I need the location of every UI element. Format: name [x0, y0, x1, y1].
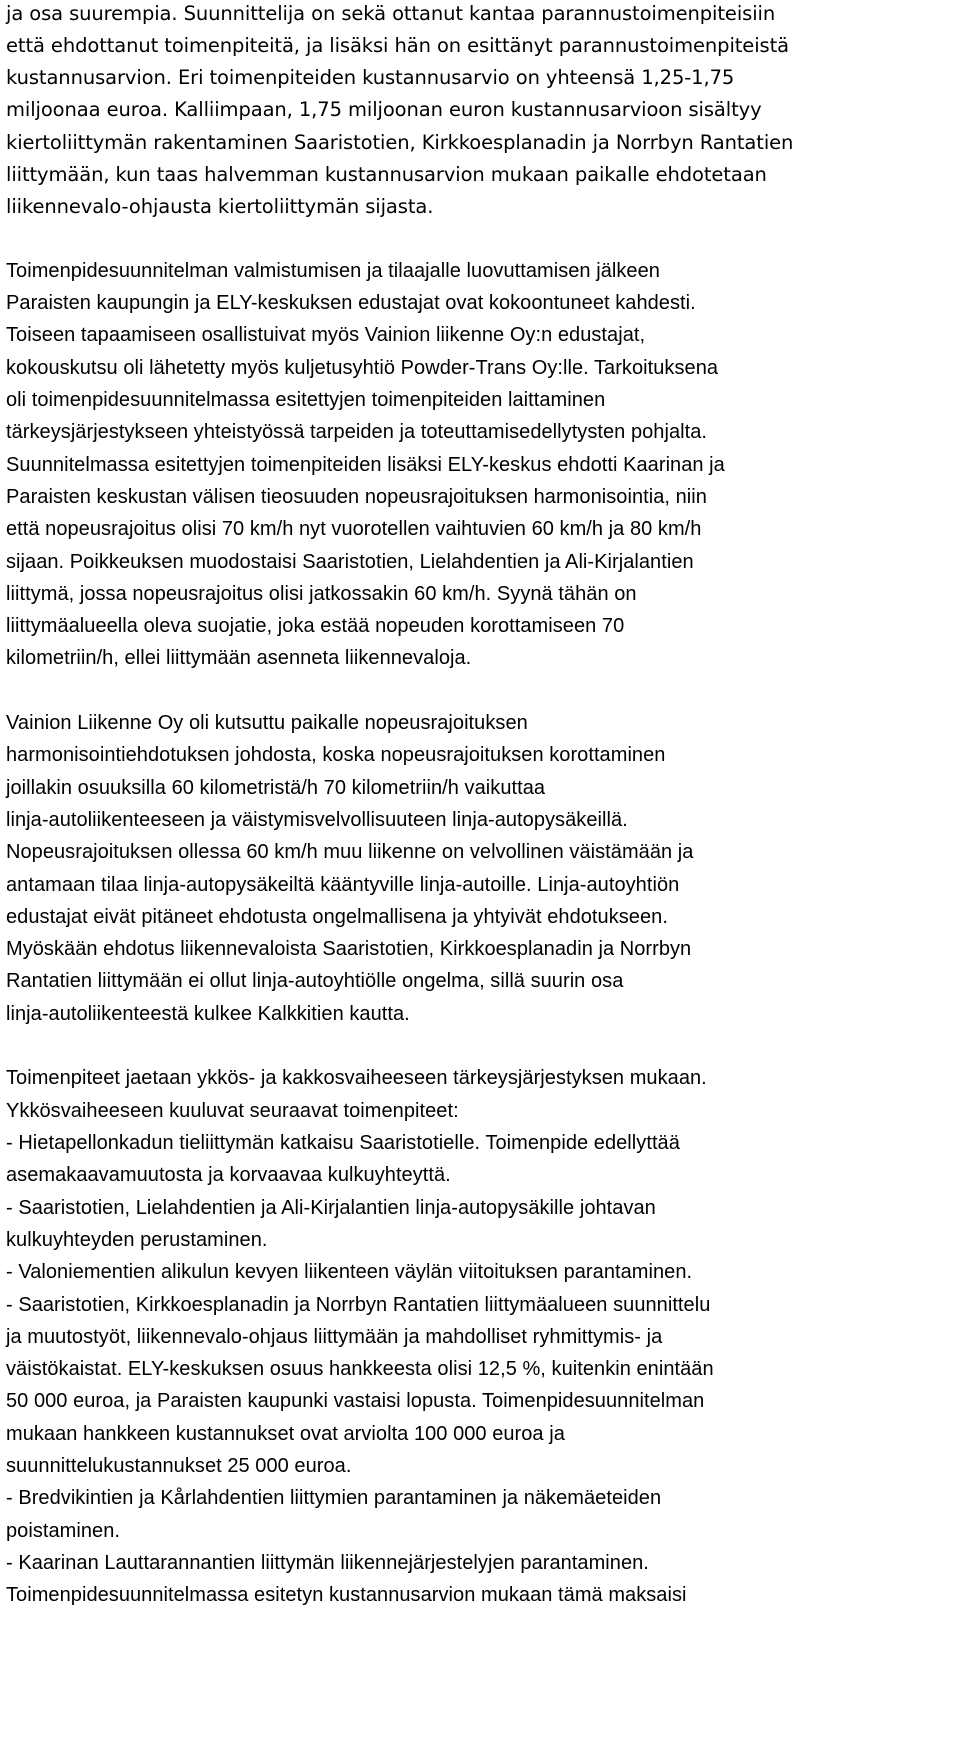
text-line: - Valoniementien alikulun kevyen liikenteen väylän viitoituksen parantaminen. — [6, 1261, 693, 1283]
text-line: suunnittelukustannukset 25 000 euroa. — [6, 1455, 352, 1477]
text-line: linja-autoliikenteeseen ja väistymisvelvollisuuteen linja-autopysäkeillä. — [6, 809, 628, 831]
text-line: tärkeysjärjestykseen yhteistyössä tarpeiden ja toteuttamisedellytysten pohjalta. — [6, 421, 708, 443]
text-line: ja osa suurempia. Suunnittelija on sekä ottanut kantaa parannustoimenpiteisiin — [6, 2, 776, 25]
text-line: Toimenpidesuunnitelmassa esitetyn kustannusarvion mukaan tämä maksaisi — [6, 1584, 687, 1606]
text-line: edustajat eivät pitäneet ehdotusta ongelmallisena ja yhtyivät ehdotukseen. — [6, 906, 668, 928]
text-line: kiertoliittymän rakentaminen Saaristotien, Kirkkoesplanadin ja Norrbyn Rantatien — [6, 131, 794, 154]
text-line: Toiseen tapaamiseen osallistuivat myös Vainion liikenne Oy:n edustajat, — [6, 324, 646, 346]
text-line: asemakaavamuutosta ja korvaavaa kulkuyhteyttä. — [6, 1164, 451, 1186]
text-line: että nopeusrajoitus olisi 70 km/h nyt vuorotellen vaihtuvien 60 km/h ja 80 km/h — [6, 518, 702, 540]
text-line: antamaan tilaa linja-autopysäkeiltä kääntyville linja-autoille. Linja-autoyhtiön — [6, 874, 680, 896]
text-line: Rantatien liittymään ei ollut linja-autoyhtiölle ongelma, sillä suurin osa — [6, 970, 624, 992]
text-line: miljoonaa euroa. Kalliimpaan, 1,75 miljoonan euron kustannusarvioon sisältyy — [6, 98, 762, 121]
text-line: liittymäalueella oleva suojatie, joka estää nopeuden korottamiseen 70 — [6, 615, 625, 637]
text-line: että ehdottanut toimenpiteitä, ja lisäksi hän on esittänyt parannustoimenpiteistä — [6, 34, 789, 57]
text-line: Nopeusrajoituksen ollessa 60 km/h muu liikenne on velvollinen väistämään ja — [6, 841, 694, 863]
text-line: - Bredvikintien ja Kårlahdentien liittymien parantaminen ja näkemäeteiden — [6, 1487, 662, 1509]
text-line: - Kaarinan Lauttarannantien liittymän liikennejärjestelyjen parantaminen. — [6, 1552, 649, 1574]
text-line: liittymä, jossa nopeusrajoitus olisi jatkossakin 60 km/h. Syynä tähän on — [6, 583, 637, 605]
text-line: sijaan. Poikkeuksen muodostaisi Saaristotien, Lielahdentien ja Ali-Kirjalantien — [6, 551, 694, 573]
text-line: Paraisten keskustan välisen tieosuuden nopeusrajoituksen harmonisointia, niin — [6, 486, 707, 508]
text-line: 50 000 euroa, ja Paraisten kaupunki vastaisi lopusta. Toimenpidesuunnitelman — [6, 1390, 705, 1412]
text-line: Vainion Liikenne Oy oli kutsuttu paikalle nopeusrajoituksen — [6, 712, 528, 734]
text-line: - Saaristotien, Kirkkoesplanadin ja Norrbyn Rantatien liittymäalueen suunnittelu — [6, 1294, 711, 1316]
text-line: - Hietapellonkadun tieliittymän katkaisu Saaristotielle. Toimenpide edellyttää — [6, 1132, 680, 1154]
text-line: Ykkösvaiheeseen kuuluvat seuraavat toimenpiteet: — [6, 1100, 459, 1122]
text-line: Myöskään ehdotus liikennevaloista Saaristotien, Kirkkoesplanadin ja Norrbyn — [6, 938, 692, 960]
text-line: Toimenpidesuunnitelman valmistumisen ja tilaajalle luovuttamisen jälkeen — [6, 260, 660, 282]
text-line: Toimenpiteet jaetaan ykkös- ja kakkosvaiheeseen tärkeysjärjestyksen mukaan. — [6, 1067, 707, 1089]
text-line: kulkuyhteyden perustaminen. — [6, 1229, 268, 1251]
text-line: poistaminen. — [6, 1520, 120, 1542]
text-line: Suunnitelmassa esitettyjen toimenpiteiden lisäksi ELY-keskus ehdotti Kaarinan ja — [6, 454, 725, 476]
text-line: - Saaristotien, Lielahdentien ja Ali-Kirjalantien linja-autopysäkille johtavan — [6, 1197, 656, 1219]
text-line: liikennevalo-ohjausta kiertoliittymän sijasta. — [6, 195, 434, 218]
text-line: linja-autoliikenteestä kulkee Kalkkitien kautta. — [6, 1003, 410, 1025]
text-line: ja muutostyöt, liikennevalo-ohjaus liittymään ja mahdolliset ryhmittymis- ja — [6, 1326, 663, 1348]
text-line: kokouskutsu oli lähetetty myös kuljetusyhtiö Powder-Trans Oy:lle. Tarkoituksena — [6, 357, 719, 379]
text-line: kilometriin/h, ellei liittymään asenneta liikennevaloja. — [6, 647, 472, 669]
text-line: liittymään, kun taas halvemman kustannusarvion mukaan paikalle ehdotetaan — [6, 163, 767, 186]
text-line: mukaan hankkeen kustannukset ovat arviolta 100 000 euroa ja — [6, 1423, 565, 1445]
text-line: oli toimenpidesuunnitelmassa esitettyjen toimenpiteiden laittaminen — [6, 389, 606, 411]
text-line: harmonisointiehdotuksen johdosta, koska nopeusrajoituksen korottaminen — [6, 744, 666, 766]
text-line: kustannusarvion. Eri toimenpiteiden kustannusarvio on yhteensä 1,25-1,75 — [6, 66, 735, 89]
text-line: väistökaistat. ELY-keskuksen osuus hankkeesta olisi 12,5 %, kuitenkin enintään — [6, 1358, 714, 1380]
text-line: joillakin osuuksilla 60 kilometristä/h 70 kilometriin/h vaikuttaa — [6, 777, 546, 799]
text-line: Paraisten kaupungin ja ELY-keskuksen edustajat ovat kokoontuneet kahdesti. — [6, 292, 696, 314]
